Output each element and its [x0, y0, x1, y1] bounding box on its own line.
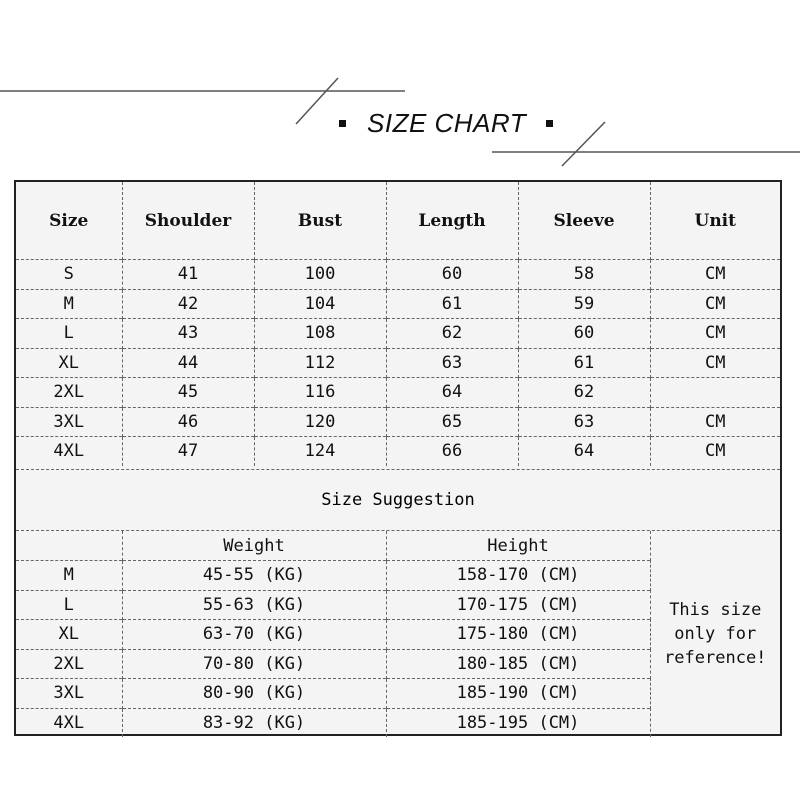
suggestion-cell-size: 4XL: [16, 708, 122, 737]
cell-size: L: [16, 319, 122, 349]
suggestion-cell-height: 170-175 (CM): [386, 590, 650, 620]
size-chart-header: [0, 0, 800, 175]
suggestion-cell-weight: 80-90 (KG): [122, 679, 386, 709]
column-header-shoulder: Shoulder: [122, 182, 254, 260]
cell-bust: 116: [254, 378, 386, 408]
cell-length: 61: [386, 289, 518, 319]
cell-shoulder: 42: [122, 289, 254, 319]
cell-bust: 104: [254, 289, 386, 319]
table-row: [16, 260, 780, 290]
cell-bust: 124: [254, 437, 386, 466]
table-row: [16, 319, 780, 349]
cell-shoulder: 47: [122, 437, 254, 466]
suggestion-cell-height: 158-170 (CM): [386, 561, 650, 591]
cell-shoulder: 46: [122, 407, 254, 437]
column-header-size: Size: [49, 210, 89, 231]
table-row: [16, 407, 780, 437]
cell-unit: CM: [650, 319, 780, 349]
table-row: [16, 437, 780, 466]
cell-unit: CM: [650, 260, 780, 290]
cell-bust: 112: [254, 348, 386, 378]
cell-sleeve: 58: [518, 260, 650, 290]
suggestion-cell-size: XL: [16, 620, 122, 650]
suggestion-header-size: [16, 531, 122, 561]
table-row: [16, 348, 780, 378]
cell-unit: CM: [650, 437, 780, 466]
cell-size: 3XL: [16, 407, 122, 437]
cell-size: 2XL: [16, 378, 122, 408]
suggestion-cell-height: 180-185 (CM): [386, 649, 650, 679]
suggestion-cell-height: 175-180 (CM): [386, 620, 650, 650]
cell-length: 62: [386, 319, 518, 349]
cell-sleeve: 64: [518, 437, 650, 466]
cell-size: XL: [16, 348, 122, 378]
suggestion-cell-height: 185-190 (CM): [386, 679, 650, 709]
column-header-unit: Unit: [650, 182, 780, 260]
size-suggestion-title: Size Suggestion: [16, 469, 780, 531]
suggestion-cell-size: 2XL: [16, 649, 122, 679]
cell-length: 66: [386, 437, 518, 466]
column-header-bust: Bust: [254, 182, 386, 260]
measurement-header-row: [16, 182, 780, 260]
cell-length: 65: [386, 407, 518, 437]
measurement-table: [16, 182, 780, 466]
suggestion-cell-weight: 45-55 (KG): [122, 561, 386, 591]
cell-size: 4XL: [16, 437, 122, 466]
header-decoration-lines: [0, 0, 800, 175]
cell-length: 63: [386, 348, 518, 378]
suggestion-cell-weight: 63-70 (KG): [122, 620, 386, 650]
title-bullet-left: [339, 120, 346, 127]
cell-length: 60: [386, 260, 518, 290]
suggestion-header-weight: Weight: [122, 531, 386, 561]
cell-sleeve: 61: [518, 348, 650, 378]
table-row: [16, 289, 780, 319]
cell-bust: 108: [254, 319, 386, 349]
cell-shoulder: 45: [122, 378, 254, 408]
suggestion-cell-size: L: [16, 590, 122, 620]
cell-sleeve: 60: [518, 319, 650, 349]
cell-shoulder: 44: [122, 348, 254, 378]
size-chart-table-container: [14, 180, 782, 736]
table-row: [16, 378, 780, 408]
cell-length: 64: [386, 378, 518, 408]
cell-size: M: [16, 289, 122, 319]
cell-unit: CM: [650, 289, 780, 319]
cell-unit: CM: [650, 407, 780, 437]
suggestion-header-row: [16, 531, 780, 561]
column-header-sleeve: Sleeve: [518, 182, 650, 260]
cell-sleeve: 63: [518, 407, 650, 437]
suggestion-header-height: Height: [386, 531, 650, 561]
cell-bust: 120: [254, 407, 386, 437]
cell-unit: CM: [650, 348, 780, 378]
column-header-length: Length: [386, 182, 518, 260]
cell-size: S: [16, 260, 122, 290]
cell-shoulder: 43: [122, 319, 254, 349]
cell-shoulder: 41: [122, 260, 254, 290]
reference-note: This size only for reference!: [650, 531, 780, 737]
cell-unit: [650, 378, 780, 408]
suggestion-cell-height: 185-195 (CM): [386, 708, 650, 737]
cell-sleeve: 59: [518, 289, 650, 319]
cell-sleeve: 62: [518, 378, 650, 408]
title-bullet-right: [546, 120, 553, 127]
suggestion-cell-weight: 70-80 (KG): [122, 649, 386, 679]
suggestion-cell-weight: 83-92 (KG): [122, 708, 386, 737]
page-title: SIZE CHART: [367, 108, 527, 138]
suggestion-cell-size: 3XL: [16, 679, 122, 709]
suggestion-cell-weight: 55-63 (KG): [122, 590, 386, 620]
suggestion-table: [16, 531, 780, 737]
cell-bust: 100: [254, 260, 386, 290]
suggestion-cell-size: M: [16, 561, 122, 591]
